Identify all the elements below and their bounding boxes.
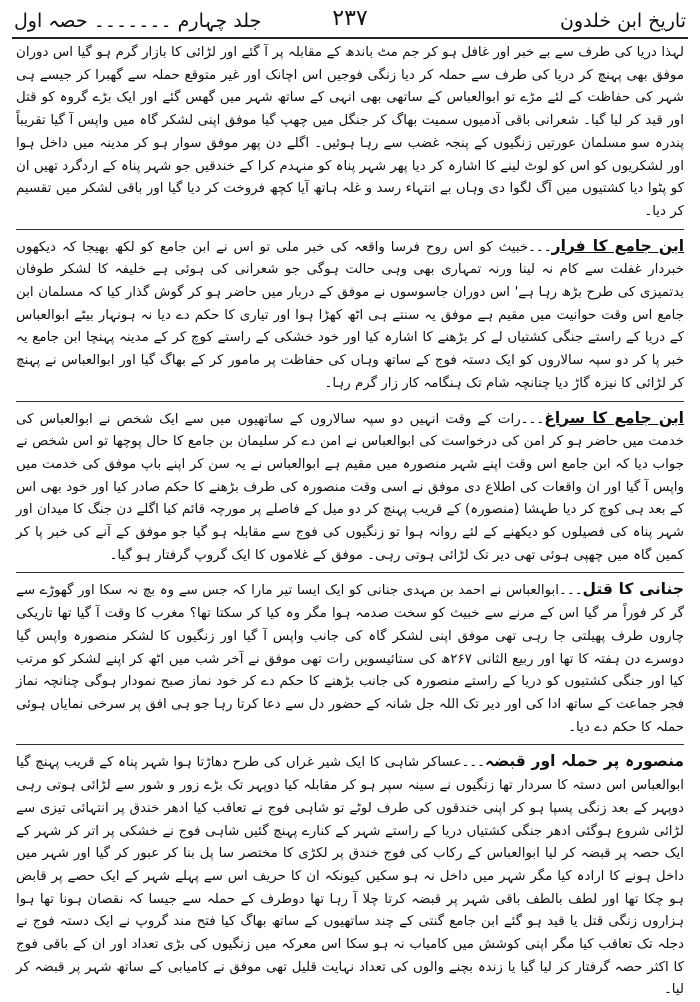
paragraph-text: ۔۔۔رات کے وقت انہیں دو سپہ سالاروں کے ساتھیوں میں سے ایک شخص نے ابوالعباس کی خدمت میں حاضر ہو کر امن کی درخواست کی ابوالعباس نے امن دے کر سلیمان بن جامع کا حال پوچھا تو اس شخص نے جواب دیا کہ ابن جامع اس وقت اپنے شہر منصورہ میں مقیم ہے ابوالعباس نے یہ سن کر اپنے باپ موفق کی خدمت میں واپس آ گیا اور ان واقعات کی اطلاع دی موفق نے اسی وقت منصورہ کی طرف بڑھنے کا حکم صادر کیا اور خود بھی اس کے بعد ہی کوچ کر دیا طہشا (منصورہ) کے قریب پہنچ کر دو میل کے فاصلے پر مورچہ قائم کیا اگلے دن جنگ کا میدان اور شہر پناہ کی فصیلوں کو دیکھنے کے لئے روانہ ہوا تو زنگیوں کی فوج سے مقابلہ ہو گیا جو موفق کے آنے کی خبر پا کر کمین گاہ میں چھپی ہوئی تھی دیر تک لڑائی ہوتی رہی۔ موفق کے غلاموں کا ایک گروپ گرفتار ہو گیا۔ xyxy=(16,411,684,563)
section-ibn-jami-trace xyxy=(16,401,684,568)
section-mansura-capture xyxy=(16,744,684,1002)
section-heading: منصورہ پر حملہ اور قبضہ xyxy=(484,752,684,771)
volume-label: جلد چہارم ۔۔۔۔۔۔۔ حصہ اول xyxy=(14,10,262,32)
section-heading: جنانی کا قتل xyxy=(582,580,684,599)
page-number: ۲۳۷ xyxy=(332,6,368,31)
section-ibn-jami-escape xyxy=(16,229,684,396)
running-header xyxy=(14,4,686,38)
paragraph-text: ۔۔۔عساکر شاہی کا ایک شیر غراں کی طرح دھاڑتا ہوا شہر پناہ کے قریب پہنچ گیا ابوالعباس اس دستہ کا سردار تھا زنگیوں نے سینہ سپر ہو کر مقابلہ کیا دوپہر تک بڑے زور و شور سے لڑائی ہوتی رہی دوپہر کے بعد زنگی پسپا ہو کر اپنی خندقوں کی طرف لوٹے تو شاہی فوج نے تعاقب کیا ادھر خندق پر انتہائی تیزی سے لڑائی شروع ہوگئی ادھر جنگی کشتیاں دریا کے راستے شہر کے کنارے پہنچ گئیں شاہی فوج نے خشکی پر اتر کر شہر کے ایک حصہ پر قبضہ کر لیا ابوالعباس کے رکاب کی فوج خندق پر لکڑی کا مختصر سا پل بنا کر عبور کر گیا اور شہر میں داخل ہونے کا ارادہ کیا مگر شہر میں داخل نہ ہو سکیں کیونکہ ان کا حریف اس سے پہلے شہر کے ایک حصے پر قابض ہو چکا تھا اور لطف بالطف باقی شہر پر قبضہ کرتا چلا آ رہا تھا دوطرف کے حملہ سے جیسا کہ نقصان ہونا تھا ہوا ہزاروں زنگی قتل یا قید ہو گئے ابن جامع گنتی کے چند ساتھیوں کے ساتھ بھاگ کیا فتح مند گروپ نے ایک دستہ فوج نے دجلہ تک تعاقب کیا مگر اپنی کوشش میں کامیاب نہ ہو سکا اس معرکہ میں زنگیوں کی بڑی تعداد اور ان کے باقی فوج کا اکثر حصہ گرفتار کر لیا گیا یا زندہ بچنے والوں کی تعداد نہایت قلیل تھی موفق نے کامیابی کے ساتھ شہر پر قبضہ کر لیا۔ xyxy=(16,755,684,998)
section-heading: ابن جامع کا سراغ xyxy=(544,408,684,427)
paragraph-text: لہذا دریا کی طرف سے بے خبر اور غافل ہو کر جم مٹ باندھ کے مقابلہ پر آ گئے اور لڑائی کا بازار گرم ہو گیا اس دوران موفق بھی پہنچ کر دریا کی طرف سے حملہ کر دیا زنگی فوجیں اس اچانک اور غیر متوقع حملہ سے گھبرا کر جیسے ہی شہر کی حفاظت کے لئے مڑے تو ابوالعباس کے ساتھی بھی انہی کے ساتھ شہر میں گھس گئے اور ایک بڑے گروہ کو قتل اور قید کر لیا گیا۔ شعرانی باقی آدمیوں سمیت بھاگ کر جنگل میں چھپ گیا موفق اپنی لشکر گاہ میں واپس آ گیا تقریباً پندرہ سو مسلمان عورتیں زنگیوں کے پنجہ غضب سے رہا ہوئیں۔ اگلے دن پھر موفق سوار ہو کر مدینہ میں داخل ہوا اور لشکریوں کو اس کو لوٹ لینے کا اشارہ کر دیا پھر شہر پناہ کو منہدم کرا کے خندقیں جو شہر پناہ کے اردگرد تھیں ان کو پٹوا دیا کشتیوں میں آگ لگوا دی وہاں بے انتہاء رسد و غلہ ہاتھ آیا کچھ فروخت کر دیا گیا اور باقی لشکر میں تقسیم کر دیا۔ xyxy=(16,45,684,219)
section-jinani-killing xyxy=(16,572,684,739)
page-body xyxy=(16,42,685,998)
header-divider xyxy=(12,37,688,39)
paragraph xyxy=(16,42,684,224)
section-heading: ابن جامع کا فرار xyxy=(551,236,685,255)
paragraph-text: ۔۔۔ابوالعباس نے احمد بن مہدی جنانی کو ایک ایسا تیر مارا کہ جس سے وہ بچ نہ سکا اور گھوڑے سے گر کر فوراً مر گیا اس کے مرنے سے خبیث کو سخت صدمہ ہوا مگر وہ کیا کر سکتا تھا؟ مغرب کا وقت آ گیا تھا تاریکی چاروں طرف پھیلتی جا رہی تھی موفق اپنی لشکر گاہ کی جانب واپس آ گیا اور زنگیوں کا لشکر منصورہ واپس گیا دوسرے دن ہفتہ کا تھا اور ربیع الثانی ۲۶۷ھ کی ستائیسویں رات تھی موفق نے آخر شب میں اٹھ کر اپنے لشکر کو مرتب کیا اور جنگی کشتیوں کو دریا کے راستے منصورہ کی جانب بڑھنے کا حکم دے کر خود نماز صبح نمودار ہوگی چنانچہ نماز فجر جماعت کے ساتھ ادا کی اور دیر تک اللہ جل شانہ کے حضور دل سے دعا کرتا رہا جو ہی افق پر سرخی نمایاں ہوئی حملہ کا حکم دے دیا۔ xyxy=(16,583,684,735)
paragraph-text: ۔۔۔خبیث کو اس روح فرسا واقعہ کی خبر ملی تو اس نے ابن جامع کو لکھ بھیجا کہ دیکھوں خبردار غفلت سے کام نہ لینا ورنہ تمہاری بھی وہی حالت ہوگی جو شعرانی کی ہوئی ہے خلیفہ کا لشکر طوفان بدتمیزی کی طرح بڑھ رہا ہے' اس دوران جاسوسوں نے موفق کے دربار میں حاضر ہو کر گوش گذار کیا کہ مسلمان ابن جامع اس وقت حوانیت میں مقیم ہے موفق یہ سنتے ہی اٹھ کھڑا ہوا اور تیاری کا حکم دے دیا نہ ہونہار بیٹے ابوالعباس کے دریا کے راستے جنگی کشتیاں لے کر بڑھنے کا اشارہ کیا اور خود خشکی کے راستے کوچ کر کے مدینہ پہنچا ابن جامع یہ خبر پا کر دو سپہ سالاروں کو ایک دستہ فوج کے ساتھ وہاں کی حفاظت پر مامور کر کے بھاگ گیا اور ابوالعباس نے پہنچ کر لڑائی کا نیزہ گاڑ دیا چنانچہ شام تک ہنگامہ کار زار گرم رہا۔ xyxy=(16,239,684,391)
book-title: تاریخ ابن خلدون xyxy=(559,10,686,32)
